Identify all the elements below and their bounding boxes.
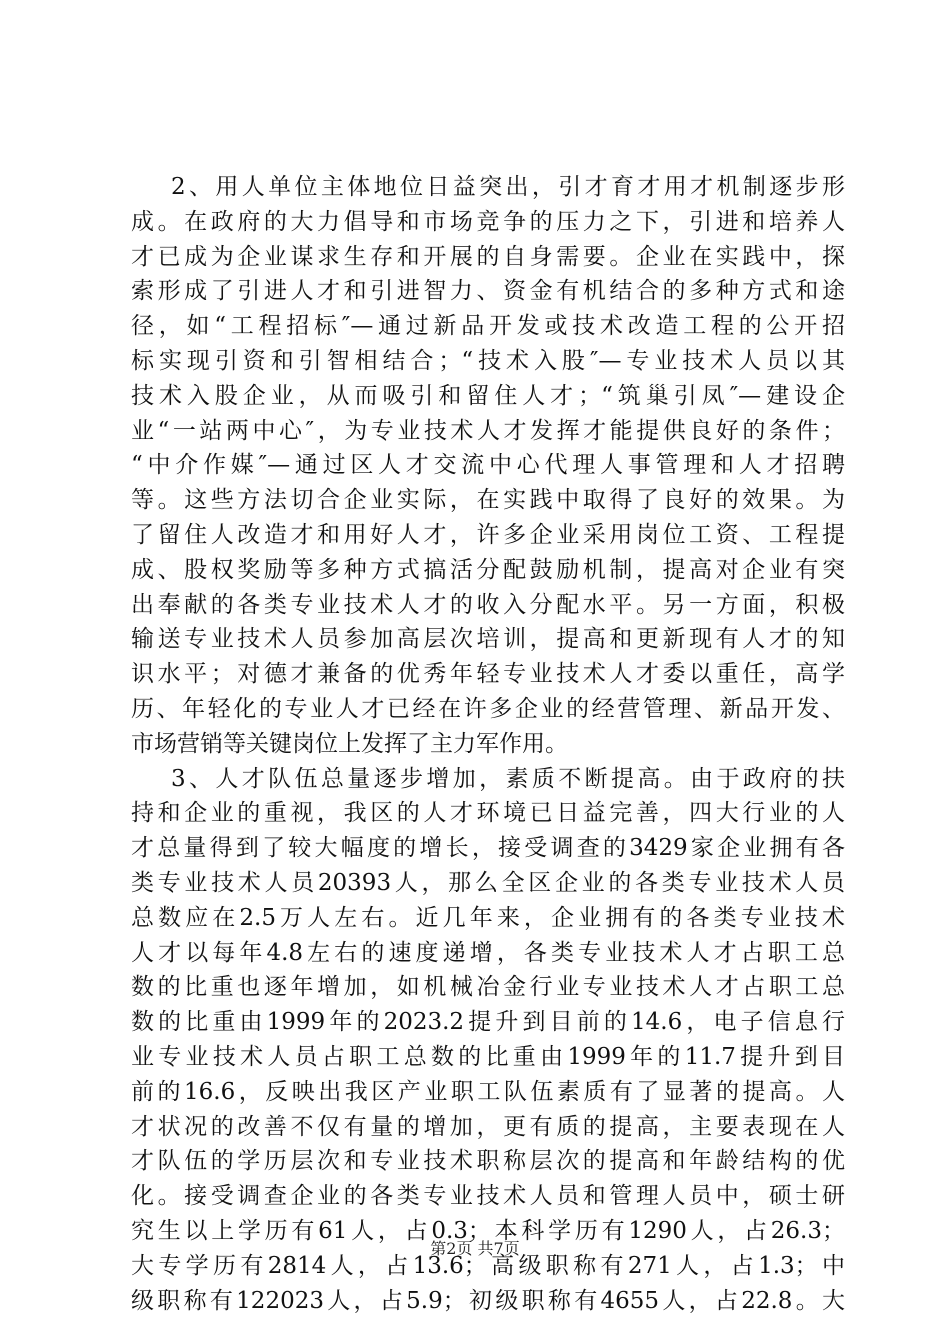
paragraph-line: 业“一站两中心″，为专业技术人才发挥才能提供良好的条件； [131,417,845,444]
paragraph-line: 化。接受调查企业的各类专业技术人员和管理人员中，硕士研 [131,1183,845,1210]
paragraph-line: 总数应在2.5万人左右。近几年来，企业拥有的各类专业技术 [131,904,845,931]
paragraph-line: 数的比重也逐年增加，如机械冶金行业专业技术人才占职工总 [131,974,845,1001]
paragraph-line: 技术入股企业，从而吸引和留住人才；“筑巢引凤″—建设企 [131,382,845,409]
paragraph-line: 市场营销等关键岗位上发挥了主力军作用。 [131,730,568,757]
paragraph-line: 大专学历有2814人，占13.6；高级职称有271人，占1.3；中 [131,1252,845,1279]
paragraph-line: 类专业技术人员20393人，那么全区企业的各类专业技术人员 [131,869,845,896]
paragraph-line: 才状况的改善不仅有量的增加，更有质的提高，主要表现在人 [131,1113,845,1140]
paragraph-line: 成。在政府的大力倡导和市场竞争的压力之下，引进和培养人 [131,208,845,235]
document-body [131,170,845,1318]
paragraph-line: 才已成为企业谋求生存和开展的自身需要。企业在实践中，探 [131,243,845,270]
paragraph-line: 持和企业的重视，我区的人才环境已日益完善，四大行业的人 [131,800,845,827]
paragraph-line: 标实现引资和引智相结合；“技术入股″—专业技术人员以其 [131,347,845,374]
paragraph-line: 级职称有122023人，占5.9；初级职称有4655人，占22.8。大 [131,1287,845,1314]
paragraph-line: 识水平；对德才兼备的优秀年轻专业技术人才委以重任，高学 [131,661,845,688]
paragraph-line: 历、年轻化的专业人才已经在许多企业的经营管理、新品开发、 [131,695,845,722]
paragraph-line: 数的比重由1999年的2023.2提升到目前的14.6，电子信息行 [131,1009,845,1036]
paragraph-line: 3、人才队伍总量逐步增加，素质不断提高。由于政府的扶 [171,765,845,792]
paragraph-line: 2、用人单位主体地位日益突出，引才育才用才机制逐步形 [171,174,845,200]
paragraph-line: 究生以上学历有61人，占0.3；本科学历有1290人，占26.3； [131,1217,845,1244]
paragraph-line: 索形成了引进人才和引进智力、资金有机结合的多种方式和途 [131,278,845,305]
paragraph-line: 输送专业技术人员参加高层次培训，提高和更新现有人才的知 [131,626,845,653]
paragraph-line: “中介作媒″—通过区人才交流中心代理人事管理和人才招聘 [131,452,845,479]
paragraph-line: 前的16.6，反映出我区产业职工队伍素质有了显著的提高。人 [131,1078,845,1105]
paragraph-line: 成、股权奖励等多种方式搞活分配鼓励机制，提高对企业有突 [131,556,845,583]
paragraph-line: 人才以每年4.8左右的速度递增，各类专业技术人才占职工总 [131,939,845,966]
paragraph-line: 业专业技术人员占职工总数的比重由1999年的11.7提升到目 [131,1043,845,1070]
paragraph-line: 了留住人改造才和用好人才，许多企业采用岗位工资、工程提 [131,521,845,548]
paragraph-3 [131,762,845,1319]
paragraph-line: 才队伍的学历层次和专业技术职称层次的提高和年龄结构的优 [131,1148,845,1175]
paragraph-line: 径，如“工程招标″—通过新品开发或技术改造工程的公开招 [131,313,845,340]
paragraph-line: 才总量得到了较大幅度的增长，接受调查的3429家企业拥有各 [131,835,845,862]
paragraph-2 [131,170,845,762]
page-number-footer: 第2页 共7页 [430,1239,520,1258]
paragraph-line: 出奉献的各类专业技术人才的收入分配水平。另一方面，积极 [131,591,845,618]
paragraph-line: 等。这些方法切合企业实际，在实践中取得了良好的效果。为 [131,487,845,514]
